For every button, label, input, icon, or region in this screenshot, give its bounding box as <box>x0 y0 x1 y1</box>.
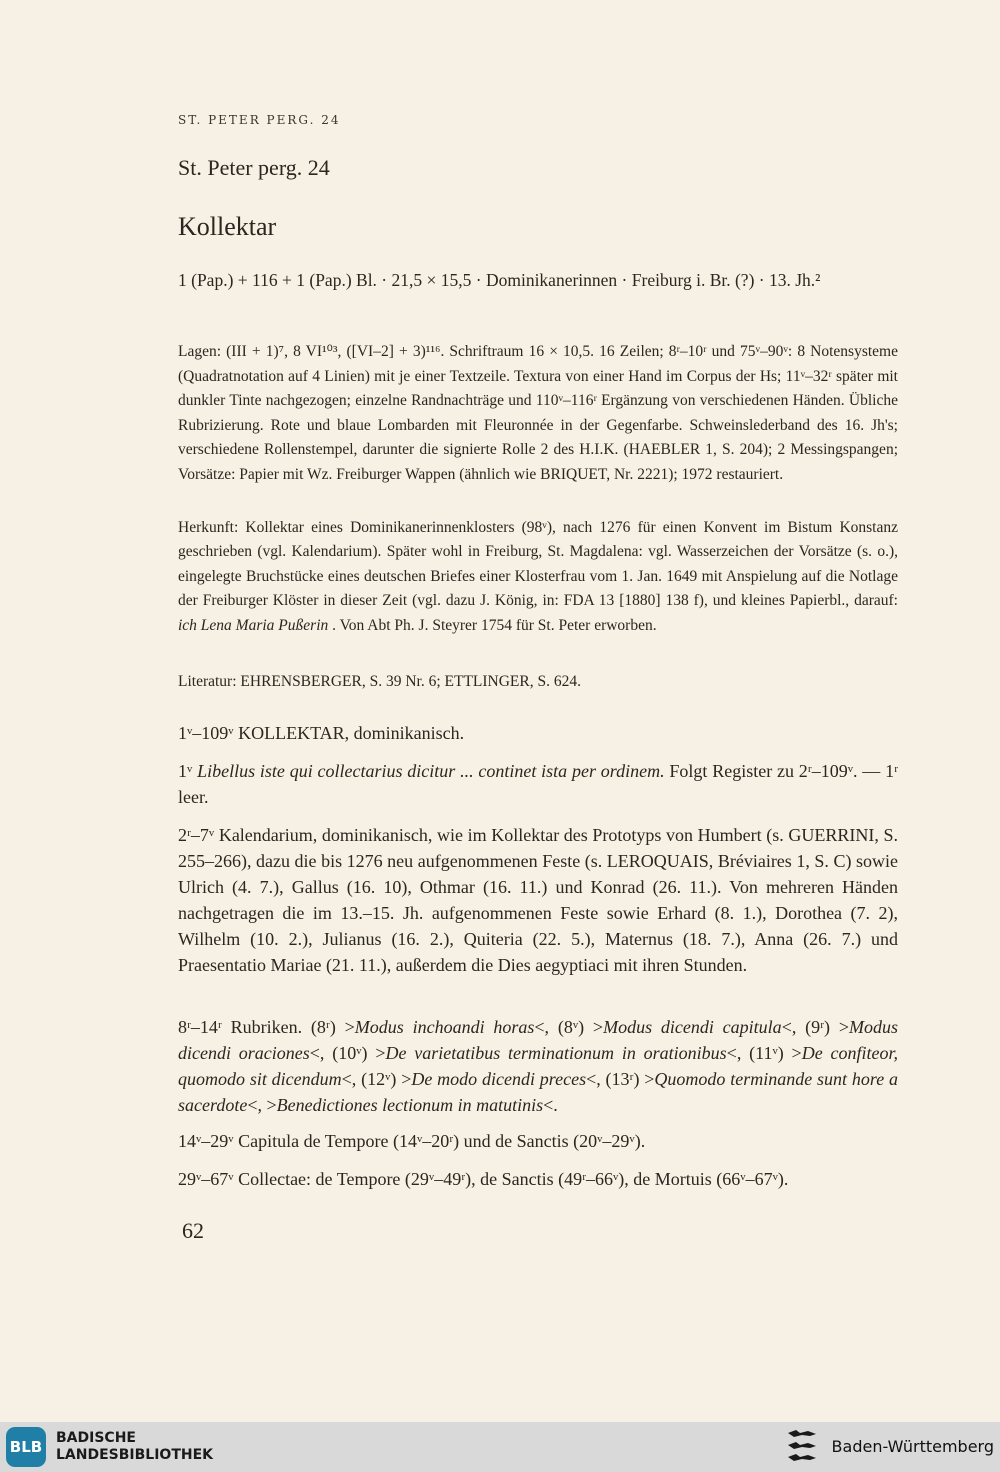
state-name[interactable]: Baden-Württemberg <box>831 1437 994 1456</box>
herkunft-paragraph <box>178 516 898 638</box>
contents-entry <box>178 1014 898 1118</box>
entry-text: <, (9ʳ) > <box>781 1017 849 1037</box>
entry-text: <. <box>543 1095 558 1115</box>
entry-ref: 1ᵛ <box>178 761 198 781</box>
contents-entry: 14ᵛ–29ᵛ Capitula de Tempore (14ᵛ–20ʳ) und de Sanctis (20ᵛ–29ᵛ). <box>178 1131 646 1151</box>
entry-text: <, (10ᵛ) > <box>309 1043 386 1063</box>
rubric-title: Quomodo terminande sunt hore a sacerdote <box>178 1069 899 1115</box>
herkunft-text-end: . Von Abt Ph. J. Steyrer 1754 für St. Peter erworben. <box>328 616 657 634</box>
contents-entry: 2ʳ–7ᵛ Kalendarium, dominikanisch, wie im Kollektar des Prototyps von Humbert (s. GUERRINI, S. 255–266), dazu die bis 1276 neu aufgenommenen Feste (s. LEROQUAIS, Bréviaires 1, S. C) sowie Ulrich (4. 7.), Gallus (16. 10), Othmar (16. 11.) und Konrad (26. 11.). Von mehreren Händen nachgetragen die im 13.–15. Jh. aufgenommenen Feste sowie Erhard (8. 1.), Dorothea (7. 2), Wilhelm (10. 2.), Julianus (16. 2.), Quiteria (22. 5.), Maternus (18. 7.), Anna (26. 7.) und Praesentatio Mariae (21. 11.), außerdem die Dies aegyptiaci mit ihren Stunden. <box>178 825 898 975</box>
entry-text: Folgt Register zu 2ʳ–109ᵛ. — 1ʳ leer. <box>178 761 898 807</box>
lagen-paragraph: Lagen: (III + 1)⁷, 8 VI¹⁰³, ([VI–2] + 3)¹¹⁶. Schriftraum 16 × 10,5. 16 Zeilen; 8ʳ–10ʳ und 75ᵛ–90ᵛ: 8 Notensysteme (Quadratnotation auf 4 Linien) mit je einer Textzeile. Textura von einer Hand im Corpus der Hs; 11ᵛ–32ʳ später mit dunkler Tinte nachgezogen; einzelne Randnachträge und 110ᵛ–116ʳ Ergänzung von verschiedenen Händen. Übliche Rubrizierung. Rote und blaue Lombarden mit Fleuronnée in der Gegenfarbe. Schweinslederband des 16. Jh's; verschiedene Rollenstempel, darunter die signierte Rolle 2 des H.I.K. (HAEBLER 1, S. 204); 2 Messingspangen; Vorsätze: Papier mit Wz. Freiburger Wappen (ähnlich wie BRIQUET, Nr. 2221); 1972 restauriert. <box>178 343 898 483</box>
rubric-title: Modus inchoandi horas <box>354 1017 535 1037</box>
literatur-paragraph: Literatur: EHRENSBERGER, S. 39 Nr. 6; ETTLINGER, S. 624. <box>178 673 581 690</box>
running-head: ST. PETER PERG. 24 <box>178 113 341 127</box>
shelfmark: St. Peter perg. 24 <box>178 155 330 180</box>
blb-logo[interactable]: BLB <box>6 1427 46 1467</box>
physical-summary: 1 (Pap.) + 116 + 1 (Pap.) Bl. · 21,5 × 15,5 · Dominikanerinnen · Freiburg i. Br. (?) · 13. Jh.² <box>178 270 821 290</box>
library-name-line1: BADISCHE <box>56 1430 136 1446</box>
rubric-title: De confiteor, quomodo sit dicendum <box>178 1043 898 1089</box>
library-name-line2: LANDESBIBLIOTHEK <box>56 1447 214 1463</box>
herkunft-text: Herkunft: Kollektar eines Dominikanerinnenklosters (98ᵛ), nach 1276 für einen Konvent im Bistum Konstanz geschrieben (vgl. Kalendarium). Später wohl in Freiburg, St. Magdalena: vgl. Wasserzeichen der Vorsätze (s. o.), eingelegte Bruchstücke eines deutschen Briefes einer Klosterfrau vom 1. Jan. 1649 mit Anspielung auf die Notlage der Freiburger Klöster in dieser Zeit (vgl. dazu J. König, in: FDA 13 [1880] 138 f), und kleines Papierbl., darauf: <box>178 519 898 610</box>
rubric-title: De modo dicendi preces <box>411 1069 587 1089</box>
entry-incipit: Libellus iste qui collectarius dicitur ... continet ista per ordinem. <box>197 761 665 781</box>
entry-text: 8ʳ–14ʳ Rubriken. (8ʳ) > <box>178 1017 355 1037</box>
contents-entry <box>178 758 898 810</box>
lions-icon <box>786 1427 818 1467</box>
rubric-title: Modus dicendi capitula <box>603 1017 782 1037</box>
page-title: Kollektar <box>178 212 277 241</box>
rubric-title: Benedictiones lectionum in matutinis <box>276 1095 544 1115</box>
footer-bar <box>0 1422 1000 1472</box>
contents-heading: 1ᵛ–109ᵛ KOLLEKTAR, dominikanisch. <box>178 723 465 743</box>
rubric-title: De varietatibus terminationum in orationibus <box>385 1043 727 1063</box>
entry-text: <, (13ʳ) > <box>586 1069 655 1089</box>
entry-text: <, (11ᵛ) > <box>726 1043 802 1063</box>
entry-text: <, > <box>247 1095 277 1115</box>
library-name[interactable] <box>56 1430 213 1464</box>
entry-text: <, (8ᵛ) > <box>534 1017 604 1037</box>
entry-text: <, (12ᵛ) > <box>341 1069 412 1089</box>
herkunft-quote: ich Lena Maria Pußerin <box>178 616 329 634</box>
rubric-title: Modus dicendi oraciones <box>178 1017 898 1063</box>
contents-entry: 29ᵛ–67ᵛ Collectae: de Tempore (29ᵛ–49ʳ), de Sanctis (49ʳ–66ᵛ), de Mortuis (66ᵛ–67ᵛ). <box>178 1169 789 1189</box>
page-number: 62 <box>182 1218 204 1243</box>
